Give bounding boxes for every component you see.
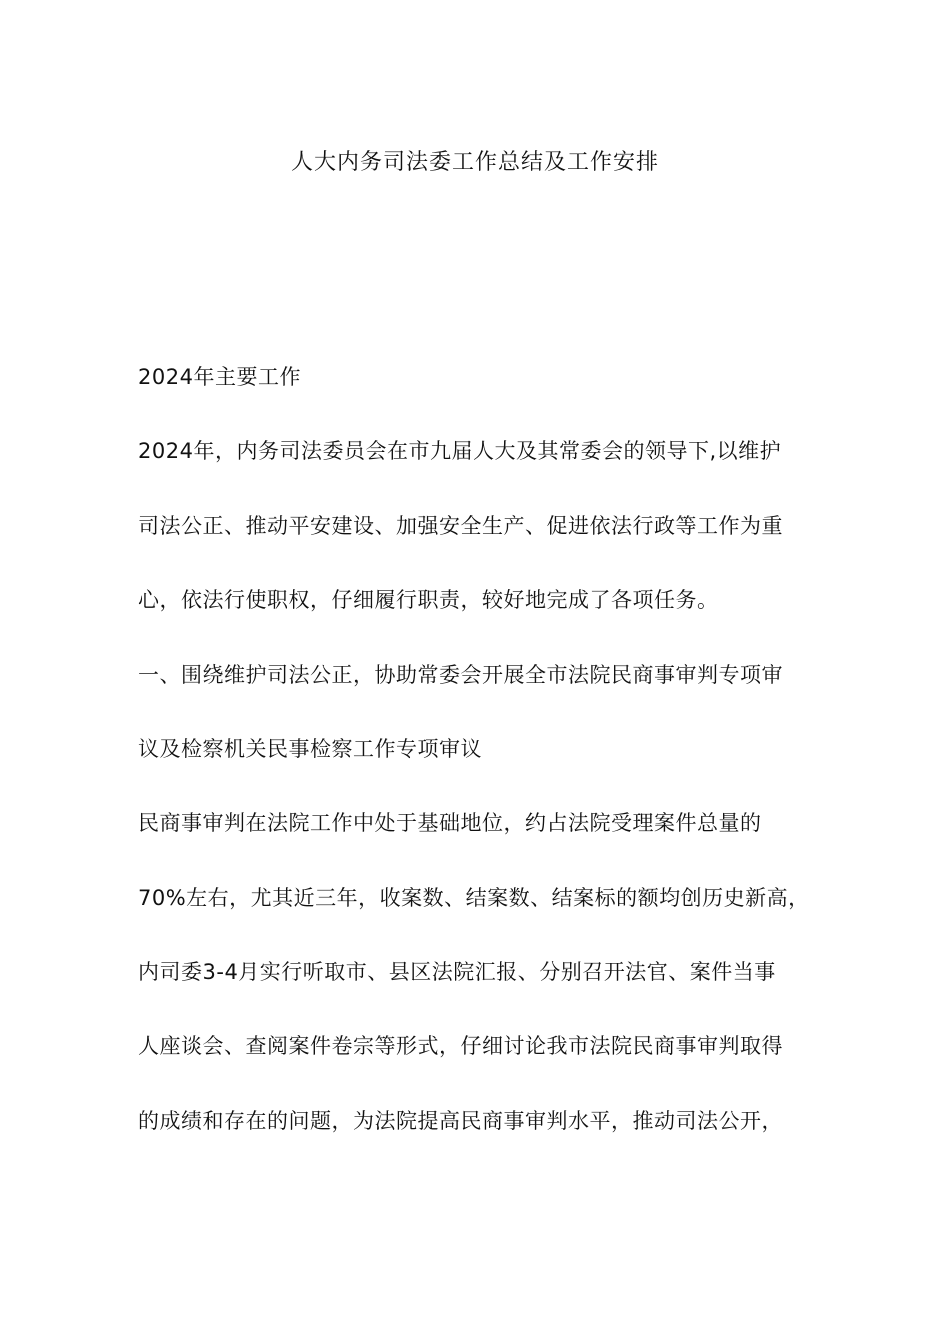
paragraph-line: 内司委3-4月实行听取市、县区法院汇报、分别召开法官、案件当事: [138, 960, 776, 984]
paragraph-line: 的成绩和存在的问题，为法院提高民商事审判水平，推动司法公开，: [138, 1109, 783, 1133]
section-heading-line: 一、围绕维护司法公正，协助常委会开展全市法院民商事审判专项审: [138, 663, 783, 687]
document-title: 人大内务司法委工作总结及工作安排: [290, 150, 659, 175]
paragraph-line: 2024年，内务司法委员会在市九届人大及其常委会的领导下,以维护: [138, 439, 782, 463]
paragraph-line: 70%左右，尤其近三年，收案数、结案数、结案标的额均创历史新高，: [138, 886, 810, 910]
section-heading-line: 议及检察机关民事检察工作专项审议: [138, 737, 482, 761]
paragraph-line: 司法公正、推动平安建设、加强安全生产、促进依法行政等工作为重: [138, 514, 783, 538]
paragraph-line: 人座谈会、查阅案件卷宗等形式，仔细讨论我市法院民商事审判取得: [138, 1034, 783, 1058]
section-heading-2024-main-work: 2024年主要工作: [138, 365, 301, 389]
paragraph-line: 心，依法行使职权，仔细履行职责，较好地完成了各项任务。: [138, 588, 719, 612]
paragraph-line: 民商事审判在法院工作中处于基础地位，约占法院受理案件总量的: [138, 811, 762, 835]
